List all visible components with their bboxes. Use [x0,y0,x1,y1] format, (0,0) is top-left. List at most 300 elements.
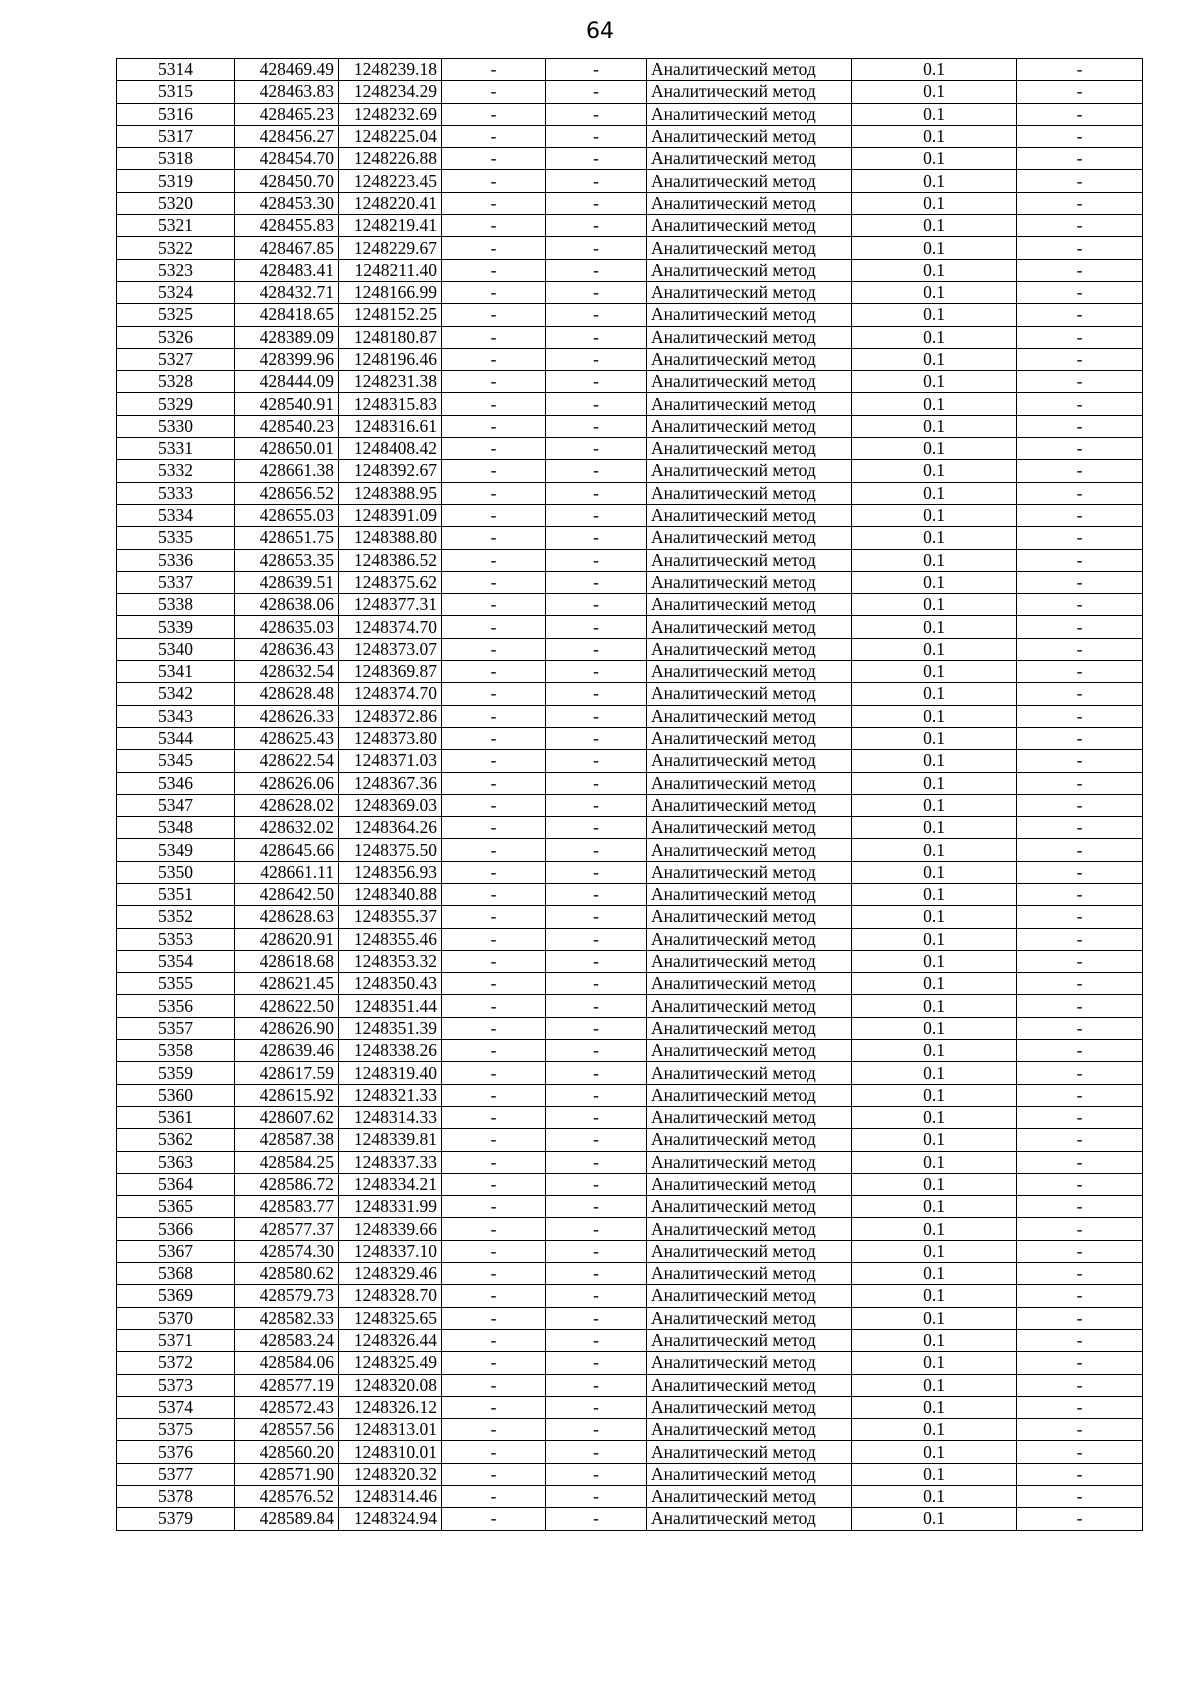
accuracy-cell: 0.1 [852,995,1017,1017]
accuracy-cell: 0.1 [852,1419,1017,1441]
accuracy-cell: 0.1 [852,973,1017,995]
accuracy-cell: 0.1 [852,504,1017,526]
x-coordinate-cell: 428418.65 [235,304,339,326]
dash-cell: - [1017,973,1143,995]
method-cell: Аналитический метод [647,973,852,995]
x-coordinate-cell: 428453.30 [235,192,339,214]
x-coordinate-cell: 428625.43 [235,727,339,749]
dash-cell: - [546,727,647,749]
table-row [117,259,1143,281]
table-row [117,727,1143,749]
dash-cell: - [1017,259,1143,281]
method-cell: Аналитический метод [647,504,852,526]
x-coordinate-cell: 428628.02 [235,794,339,816]
point-number-cell: 5351 [117,883,235,905]
dash-cell: - [546,594,647,616]
accuracy-cell: 0.1 [852,1129,1017,1151]
table-row [117,504,1143,526]
dash-cell: - [546,192,647,214]
dash-cell: - [442,125,546,147]
dash-cell: - [546,861,647,883]
x-coordinate-cell: 428450.70 [235,170,339,192]
point-number-cell: 5341 [117,661,235,683]
x-coordinate-cell: 428586.72 [235,1173,339,1195]
dash-cell: - [546,103,647,125]
method-cell: Аналитический метод [647,438,852,460]
dash-cell: - [1017,705,1143,727]
table-row [117,861,1143,883]
x-coordinate-cell: 428628.48 [235,683,339,705]
dash-cell: - [442,1352,546,1374]
x-coordinate-cell: 428399.96 [235,348,339,370]
method-cell: Аналитический метод [647,192,852,214]
point-number-cell: 5336 [117,549,235,571]
accuracy-cell: 0.1 [852,326,1017,348]
dash-cell: - [1017,1463,1143,1485]
y-coordinate-cell: 1248166.99 [339,281,442,303]
table-row [117,125,1143,147]
method-cell: Аналитический метод [647,661,852,683]
dash-cell: - [442,1285,546,1307]
table-row [117,415,1143,437]
y-coordinate-cell: 1248391.09 [339,504,442,526]
x-coordinate-cell: 428579.73 [235,1285,339,1307]
dash-cell: - [546,1218,647,1240]
table-row [117,326,1143,348]
x-coordinate-cell: 428557.56 [235,1419,339,1441]
point-number-cell: 5357 [117,1017,235,1039]
y-coordinate-cell: 1248180.87 [339,326,442,348]
dash-cell: - [1017,393,1143,415]
dash-cell: - [442,817,546,839]
method-cell: Аналитический метод [647,103,852,125]
y-coordinate-cell: 1248371.03 [339,750,442,772]
dash-cell: - [546,1084,647,1106]
accuracy-cell: 0.1 [852,482,1017,504]
accuracy-cell: 0.1 [852,906,1017,928]
y-coordinate-cell: 1248377.31 [339,594,442,616]
dash-cell: - [1017,438,1143,460]
dash-cell: - [442,326,546,348]
point-number-cell: 5360 [117,1084,235,1106]
y-coordinate-cell: 1248364.26 [339,817,442,839]
dash-cell: - [1017,571,1143,593]
dash-cell: - [1017,594,1143,616]
point-number-cell: 5318 [117,148,235,170]
dash-cell: - [546,482,647,504]
dash-cell: - [1017,750,1143,772]
dash-cell: - [546,1374,647,1396]
table-row [117,237,1143,259]
point-number-cell: 5332 [117,460,235,482]
dash-cell: - [442,1329,546,1351]
dash-cell: - [1017,125,1143,147]
point-number-cell: 5352 [117,906,235,928]
dash-cell: - [546,571,647,593]
dash-cell: - [546,705,647,727]
dash-cell: - [442,1486,546,1508]
dash-cell: - [1017,1307,1143,1329]
dash-cell: - [546,170,647,192]
table-row [117,170,1143,192]
dash-cell: - [442,861,546,883]
dash-cell: - [442,1463,546,1485]
point-number-cell: 5373 [117,1374,235,1396]
dash-cell: - [546,1285,647,1307]
x-coordinate-cell: 428577.19 [235,1374,339,1396]
accuracy-cell: 0.1 [852,1486,1017,1508]
y-coordinate-cell: 1248219.41 [339,215,442,237]
accuracy-cell: 0.1 [852,192,1017,214]
accuracy-cell: 0.1 [852,928,1017,950]
x-coordinate-cell: 428622.54 [235,750,339,772]
dash-cell: - [1017,839,1143,861]
point-number-cell: 5358 [117,1040,235,1062]
table-row [117,460,1143,482]
accuracy-cell: 0.1 [852,170,1017,192]
dash-cell: - [1017,148,1143,170]
point-number-cell: 5354 [117,950,235,972]
y-coordinate-cell: 1248329.46 [339,1263,442,1285]
dash-cell: - [1017,215,1143,237]
dash-cell: - [442,1374,546,1396]
accuracy-cell: 0.1 [852,527,1017,549]
dash-cell: - [1017,1173,1143,1195]
method-cell: Аналитический метод [647,1084,852,1106]
method-cell: Аналитический метод [647,125,852,147]
dash-cell: - [1017,326,1143,348]
method-cell: Аналитический метод [647,616,852,638]
coordinates-table [116,58,1143,1531]
method-cell: Аналитический метод [647,1419,852,1441]
method-cell: Аналитический метод [647,861,852,883]
x-coordinate-cell: 428655.03 [235,504,339,526]
dash-cell: - [442,103,546,125]
method-cell: Аналитический метод [647,1151,852,1173]
dash-cell: - [1017,661,1143,683]
x-coordinate-cell: 428653.35 [235,549,339,571]
table-row [117,883,1143,905]
method-cell: Аналитический метод [647,1329,852,1351]
y-coordinate-cell: 1248338.26 [339,1040,442,1062]
dash-cell: - [442,81,546,103]
table-row [117,950,1143,972]
accuracy-cell: 0.1 [852,839,1017,861]
point-number-cell: 5346 [117,772,235,794]
dash-cell: - [442,1419,546,1441]
x-coordinate-cell: 428560.20 [235,1441,339,1463]
accuracy-cell: 0.1 [852,1285,1017,1307]
accuracy-cell: 0.1 [852,393,1017,415]
y-coordinate-cell: 1248226.88 [339,148,442,170]
accuracy-cell: 0.1 [852,616,1017,638]
dash-cell: - [442,148,546,170]
dash-cell: - [442,906,546,928]
table-row [117,1396,1143,1418]
method-cell: Аналитический метод [647,1106,852,1128]
table-row [117,794,1143,816]
dash-cell: - [546,906,647,928]
accuracy-cell: 0.1 [852,1173,1017,1195]
dash-cell: - [442,1263,546,1285]
dash-cell: - [442,59,546,81]
point-number-cell: 5370 [117,1307,235,1329]
accuracy-cell: 0.1 [852,1218,1017,1240]
dash-cell: - [546,950,647,972]
table-row [117,304,1143,326]
y-coordinate-cell: 1248319.40 [339,1062,442,1084]
point-number-cell: 5327 [117,348,235,370]
accuracy-cell: 0.1 [852,103,1017,125]
dash-cell: - [546,59,647,81]
dash-cell: - [1017,1352,1143,1374]
x-coordinate-cell: 428626.90 [235,1017,339,1039]
y-coordinate-cell: 1248152.25 [339,304,442,326]
dash-cell: - [442,1441,546,1463]
y-coordinate-cell: 1248314.33 [339,1106,442,1128]
dash-cell: - [546,661,647,683]
dash-cell: - [1017,883,1143,905]
table-row [117,192,1143,214]
dash-cell: - [442,393,546,415]
accuracy-cell: 0.1 [852,59,1017,81]
dash-cell: - [442,1173,546,1195]
table-row [117,1486,1143,1508]
x-coordinate-cell: 428469.49 [235,59,339,81]
dash-cell: - [442,950,546,972]
table-row [117,1218,1143,1240]
y-coordinate-cell: 1248350.43 [339,973,442,995]
dash-cell: - [546,281,647,303]
x-coordinate-cell: 428617.59 [235,1062,339,1084]
y-coordinate-cell: 1248367.36 [339,772,442,794]
point-number-cell: 5366 [117,1218,235,1240]
method-cell: Аналитический метод [647,950,852,972]
x-coordinate-cell: 428463.83 [235,81,339,103]
table-row [117,81,1143,103]
y-coordinate-cell: 1248314.46 [339,1486,442,1508]
accuracy-cell: 0.1 [852,1196,1017,1218]
dash-cell: - [1017,1129,1143,1151]
x-coordinate-cell: 428622.50 [235,995,339,1017]
point-number-cell: 5326 [117,326,235,348]
point-number-cell: 5363 [117,1151,235,1173]
point-number-cell: 5317 [117,125,235,147]
x-coordinate-cell: 428607.62 [235,1106,339,1128]
method-cell: Аналитический метод [647,1396,852,1418]
accuracy-cell: 0.1 [852,415,1017,437]
x-coordinate-cell: 428432.71 [235,281,339,303]
y-coordinate-cell: 1248339.81 [339,1129,442,1151]
table-row [117,705,1143,727]
dash-cell: - [1017,1508,1143,1530]
dash-cell: - [442,995,546,1017]
dash-cell: - [1017,1084,1143,1106]
y-coordinate-cell: 1248225.04 [339,125,442,147]
point-number-cell: 5330 [117,415,235,437]
y-coordinate-cell: 1248315.83 [339,393,442,415]
dash-cell: - [442,460,546,482]
method-cell: Аналитический метод [647,817,852,839]
dash-cell: - [1017,727,1143,749]
point-number-cell: 5322 [117,237,235,259]
point-number-cell: 5340 [117,638,235,660]
table-body [117,59,1143,1531]
y-coordinate-cell: 1248321.33 [339,1084,442,1106]
y-coordinate-cell: 1248232.69 [339,103,442,125]
dash-cell: - [1017,995,1143,1017]
dash-cell: - [442,973,546,995]
y-coordinate-cell: 1248373.07 [339,638,442,660]
point-number-cell: 5345 [117,750,235,772]
point-number-cell: 5338 [117,594,235,616]
y-coordinate-cell: 1248337.33 [339,1151,442,1173]
x-coordinate-cell: 428650.01 [235,438,339,460]
y-coordinate-cell: 1248392.67 [339,460,442,482]
point-number-cell: 5334 [117,504,235,526]
dash-cell: - [1017,950,1143,972]
dash-cell: - [546,1196,647,1218]
table-row [117,571,1143,593]
x-coordinate-cell: 428584.25 [235,1151,339,1173]
dash-cell: - [546,371,647,393]
x-coordinate-cell: 428540.91 [235,393,339,415]
page-number: 64 [586,19,614,44]
y-coordinate-cell: 1248355.37 [339,906,442,928]
accuracy-cell: 0.1 [852,750,1017,772]
method-cell: Аналитический метод [647,59,852,81]
table-row [117,1129,1143,1151]
dash-cell: - [546,148,647,170]
y-coordinate-cell: 1248220.41 [339,192,442,214]
point-number-cell: 5333 [117,482,235,504]
y-coordinate-cell: 1248211.40 [339,259,442,281]
dash-cell: - [546,1240,647,1262]
point-number-cell: 5367 [117,1240,235,1262]
dash-cell: - [1017,1329,1143,1351]
method-cell: Аналитический метод [647,1374,852,1396]
point-number-cell: 5329 [117,393,235,415]
table-row [117,1106,1143,1128]
method-cell: Аналитический метод [647,460,852,482]
method-cell: Аналитический метод [647,1173,852,1195]
dash-cell: - [442,415,546,437]
x-coordinate-cell: 428626.33 [235,705,339,727]
table-row [117,1352,1143,1374]
table-row [117,1040,1143,1062]
dash-cell: - [546,995,647,1017]
dash-cell: - [442,1017,546,1039]
accuracy-cell: 0.1 [852,259,1017,281]
dash-cell: - [546,973,647,995]
method-cell: Аналитический метод [647,1486,852,1508]
accuracy-cell: 0.1 [852,817,1017,839]
accuracy-cell: 0.1 [852,1396,1017,1418]
dash-cell: - [442,371,546,393]
method-cell: Аналитический метод [647,326,852,348]
accuracy-cell: 0.1 [852,438,1017,460]
table-row [117,527,1143,549]
table-row [117,1307,1143,1329]
dash-cell: - [546,415,647,437]
accuracy-cell: 0.1 [852,1151,1017,1173]
dash-cell: - [442,928,546,950]
table-row [117,638,1143,660]
accuracy-cell: 0.1 [852,705,1017,727]
dash-cell: - [546,1307,647,1329]
dash-cell: - [1017,59,1143,81]
y-coordinate-cell: 1248408.42 [339,438,442,460]
dash-cell: - [442,1240,546,1262]
dash-cell: - [1017,1151,1143,1173]
y-coordinate-cell: 1248316.61 [339,415,442,437]
accuracy-cell: 0.1 [852,683,1017,705]
x-coordinate-cell: 428576.52 [235,1486,339,1508]
method-cell: Аналитический метод [647,839,852,861]
dash-cell: - [546,1486,647,1508]
table-row [117,1173,1143,1195]
dash-cell: - [442,839,546,861]
y-coordinate-cell: 1248320.08 [339,1374,442,1396]
accuracy-cell: 0.1 [852,1508,1017,1530]
dash-cell: - [442,705,546,727]
accuracy-cell: 0.1 [852,215,1017,237]
table-row [117,1017,1143,1039]
y-coordinate-cell: 1248369.87 [339,661,442,683]
dash-cell: - [546,125,647,147]
table-row [117,371,1143,393]
accuracy-cell: 0.1 [852,1240,1017,1262]
y-coordinate-cell: 1248351.44 [339,995,442,1017]
method-cell: Аналитический метод [647,237,852,259]
dash-cell: - [442,281,546,303]
x-coordinate-cell: 428589.84 [235,1508,339,1530]
x-coordinate-cell: 428467.85 [235,237,339,259]
table-row [117,1441,1143,1463]
dash-cell: - [442,683,546,705]
accuracy-cell: 0.1 [852,304,1017,326]
dash-cell: - [1017,1196,1143,1218]
dash-cell: - [1017,304,1143,326]
accuracy-cell: 0.1 [852,1352,1017,1374]
y-coordinate-cell: 1248239.18 [339,59,442,81]
dash-cell: - [1017,1419,1143,1441]
y-coordinate-cell: 1248355.46 [339,928,442,950]
y-coordinate-cell: 1248372.86 [339,705,442,727]
accuracy-cell: 0.1 [852,661,1017,683]
table-row [117,393,1143,415]
dash-cell: - [1017,81,1143,103]
table-row [117,281,1143,303]
dash-cell: - [546,1463,647,1485]
dash-cell: - [1017,549,1143,571]
dash-cell: - [442,616,546,638]
x-coordinate-cell: 428628.63 [235,906,339,928]
point-number-cell: 5353 [117,928,235,950]
x-coordinate-cell: 428615.92 [235,1084,339,1106]
method-cell: Аналитический метод [647,571,852,593]
point-number-cell: 5372 [117,1352,235,1374]
x-coordinate-cell: 428577.37 [235,1218,339,1240]
dash-cell: - [442,772,546,794]
x-coordinate-cell: 428583.24 [235,1329,339,1351]
x-coordinate-cell: 428645.66 [235,839,339,861]
dash-cell: - [442,1106,546,1128]
method-cell: Аналитический метод [647,594,852,616]
dash-cell: - [442,1218,546,1240]
accuracy-cell: 0.1 [852,727,1017,749]
y-coordinate-cell: 1248310.01 [339,1441,442,1463]
